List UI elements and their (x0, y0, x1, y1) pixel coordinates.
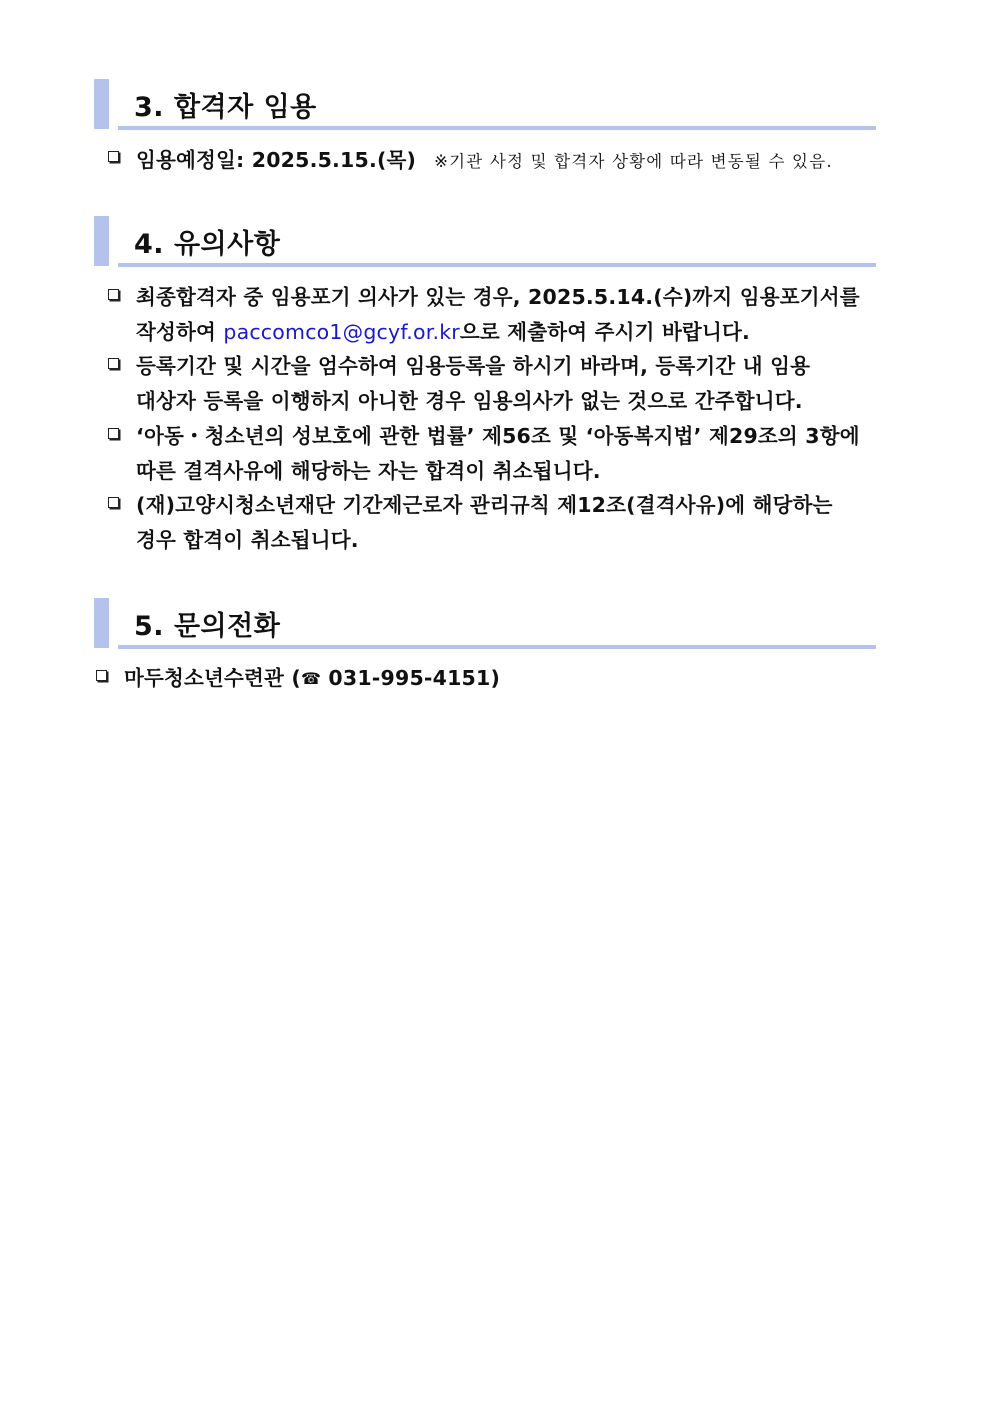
section-accent-bar (94, 598, 109, 648)
notice-item-1-line-1: 최종합격자 중 임용포기 의사가 있는 경우, 2025.5.14.(수)까지 임용포기서를 (136, 285, 860, 309)
checkbox-bullet-icon (96, 670, 107, 681)
section-accent-bar (94, 216, 109, 266)
checkbox-bullet-icon (108, 497, 119, 508)
appointment-note: ※기관 사정 및 합격자 상황에 따라 변동될 수 있음. (434, 152, 833, 171)
notice-item-3-line-2: 따른 결격사유에 해당하는 자는 합격이 취소됩니다. (136, 459, 601, 483)
checkbox-bullet-icon (108, 428, 119, 439)
section-5-title: 5. 문의전화 (134, 611, 281, 642)
contact-facility-name: 마두청소년수련관 ( (124, 666, 301, 690)
notice-item-2-line-1: 등록기간 및 시간을 엄수하여 임용등록을 하시기 바라며, 등록기간 내 임용 (136, 354, 811, 378)
section-3-title: 3. 합격자 임용 (134, 92, 317, 123)
section-3-header (94, 79, 876, 131)
telephone-icon: ☎ (300, 669, 322, 688)
notice-item-4-line-2: 경우 합격이 취소됩니다. (136, 528, 359, 552)
notice-item-3-line-1: ‘아동・청소년의 성보호에 관한 법률’ 제56조 및 ‘아동복지법’ 제29조의 3항에 (136, 424, 860, 448)
notice-item-1-text: 작성하여 (136, 320, 224, 344)
section-4-title: 4. 유의사항 (134, 229, 281, 260)
section-underline (118, 645, 876, 649)
section-4-header (94, 216, 876, 268)
section-underline (118, 126, 876, 130)
checkbox-bullet-icon (108, 289, 119, 300)
notice-item-1-text-end: 으로 제출하여 주시기 바랍니다. (459, 320, 750, 344)
section-accent-bar (94, 79, 109, 129)
section-5-header (94, 598, 876, 650)
checkbox-bullet-icon (108, 358, 119, 369)
appointment-date-item (136, 143, 833, 173)
appointment-date-label: 임용예정일: 2025.5.15.(목) (136, 148, 417, 172)
notice-item-4-line-1: (재)고양시청소년재단 기간제근로자 관리규칙 제12조(결격사유)에 해당하는 (136, 493, 833, 517)
section-underline (118, 263, 876, 267)
contact-phone-number: 031-995-4151) (321, 666, 501, 690)
notice-item-2-line-2: 대상자 등록을 이행하지 아니한 경우 임용의사가 없는 것으로 간주합니다. (136, 389, 803, 413)
contact-phone-item (124, 661, 500, 691)
checkbox-bullet-icon (108, 151, 119, 162)
contact-email-link[interactable]: paccomco1@gcyf.or.kr (223, 320, 460, 344)
notice-item-1-line-2 (136, 315, 750, 345)
